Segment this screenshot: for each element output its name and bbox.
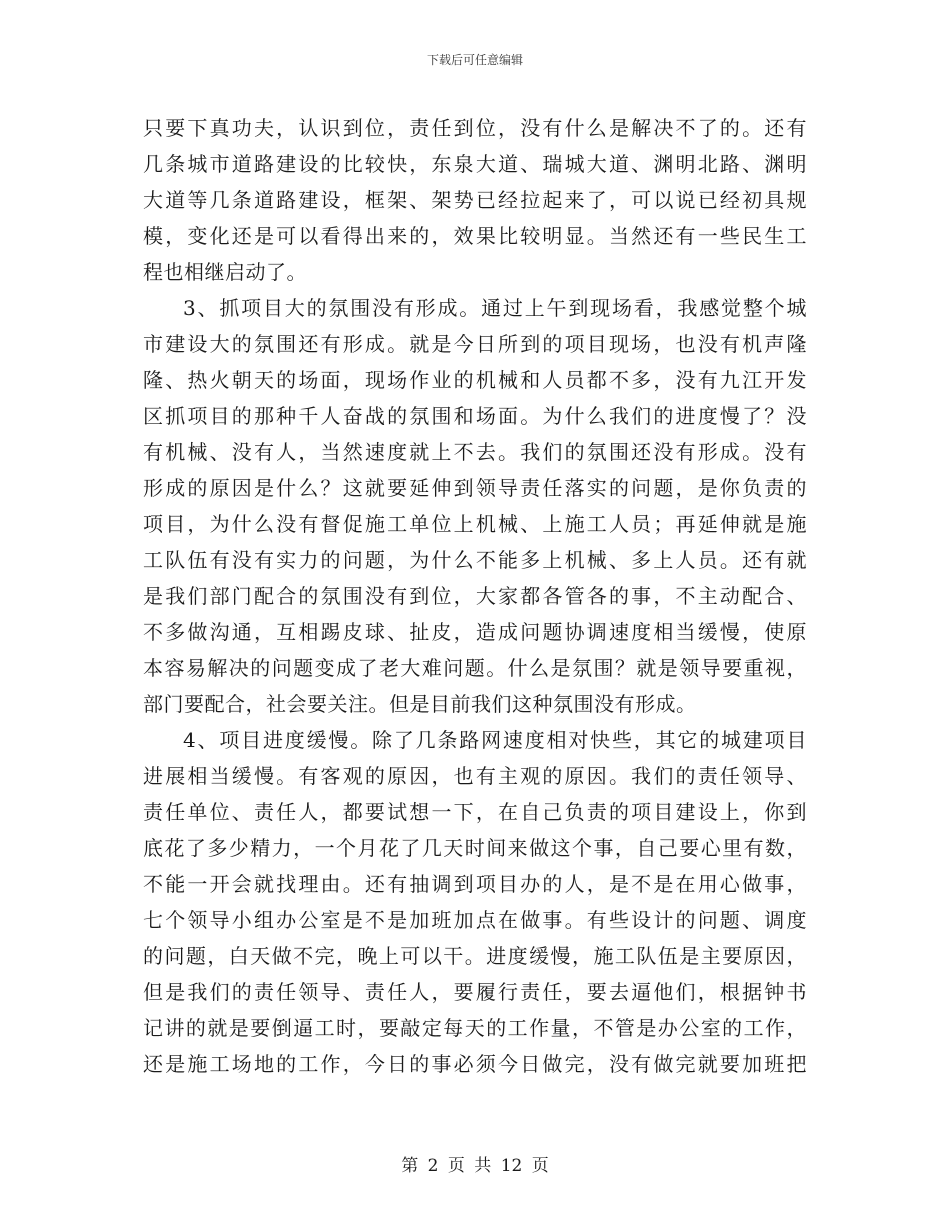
text-line: 本容易解决的问题变成了老大难问题。什么是氛围？就是领导要重视， bbox=[143, 656, 807, 680]
page-footer: 第 2 页 共 12 页 bbox=[401, 1156, 549, 1176]
text-line: 但是我们的责任领导、责任人，要履行责任，要去逼他们，根据钟书 bbox=[143, 980, 807, 1004]
page-header: 下载后可任意编辑 bbox=[426, 53, 523, 67]
paragraph bbox=[143, 290, 807, 722]
paragraph bbox=[143, 722, 807, 1082]
text-line: 的问题，白天做不完，晚上可以干。进度缓慢，施工队伍是主要原因， bbox=[143, 944, 807, 968]
text-line: 部门要配合，社会要关注。但是目前我们这种氛围没有形成。 bbox=[143, 692, 697, 716]
text-line: 几条城市道路建设的比较快，东泉大道、瑞城大道、渊明北路、渊明 bbox=[143, 152, 807, 176]
text-line: 只要下真功夫，认识到位，责任到位，没有什么是解决不了的。还有 bbox=[143, 116, 807, 140]
text-line: 项目，为什么没有督促施工单位上机械、上施工人员；再延伸就是施 bbox=[143, 512, 807, 536]
text-line: 是我们部门配合的氛围没有到位，大家都各管各的事，不主动配合、 bbox=[143, 584, 807, 608]
document-body bbox=[143, 110, 807, 1082]
text-line: 程也相继启动了。 bbox=[143, 260, 307, 284]
text-line: 形成的原因是什么？这就要延伸到领导责任落实的问题，是你负责的 bbox=[143, 476, 807, 500]
text-line: 有机械、没有人，当然速度就上不去。我们的氛围还没有形成。没有 bbox=[143, 440, 807, 464]
text-line: 大道等几条道路建设，框架、架势已经拉起来了，可以说已经初具规 bbox=[143, 188, 807, 212]
text-line: 责任单位、责任人，都要试想一下，在自己负责的项目建设上，你到 bbox=[143, 800, 807, 824]
text-line: 还是施工场地的工作，今日的事必须今日做完，没有做完就要加班把 bbox=[143, 1052, 807, 1076]
text-line: 隆、热火朝天的场面，现场作业的机械和人员都不多，没有九江开发 bbox=[143, 368, 807, 392]
paragraph bbox=[143, 110, 807, 290]
text-line: 区抓项目的那种千人奋战的氛围和场面。为什么我们的进度慢了？没 bbox=[143, 404, 807, 428]
text-line: 进展相当缓慢。有客观的原因，也有主观的原因。我们的责任领导、 bbox=[143, 764, 807, 788]
text-line: 模，变化还是可以看得出来的，效果比较明显。当然还有一些民生工 bbox=[143, 224, 807, 248]
text-line: 4、项目进度缓慢。除了几条路网速度相对快些，其它的城建项目 bbox=[183, 728, 807, 752]
text-line: 不多做沟通，互相踢皮球、扯皮，造成问题协调速度相当缓慢，使原 bbox=[143, 620, 807, 644]
text-line: 底花了多少精力，一个月花了几天时间来做这个事，自己要心里有数， bbox=[143, 836, 807, 860]
text-line: 记讲的就是要倒逼工时，要敲定每天的工作量，不管是办公室的工作， bbox=[143, 1016, 807, 1040]
text-line: 不能一开会就找理由。还有抽调到项目办的人，是不是在用心做事， bbox=[143, 872, 807, 896]
text-line: 市建设大的氛围还有形成。就是今日所到的项目现场，也没有机声隆 bbox=[143, 332, 807, 356]
text-line: 工队伍有没有实力的问题，为什么不能多上机械、多上人员。还有就 bbox=[143, 548, 807, 572]
text-line: 3、抓项目大的氛围没有形成。通过上午到现场看，我感觉整个城 bbox=[183, 296, 807, 320]
text-line: 七个领导小组办公室是不是加班加点在做事。有些设计的问题、调度 bbox=[143, 908, 807, 932]
